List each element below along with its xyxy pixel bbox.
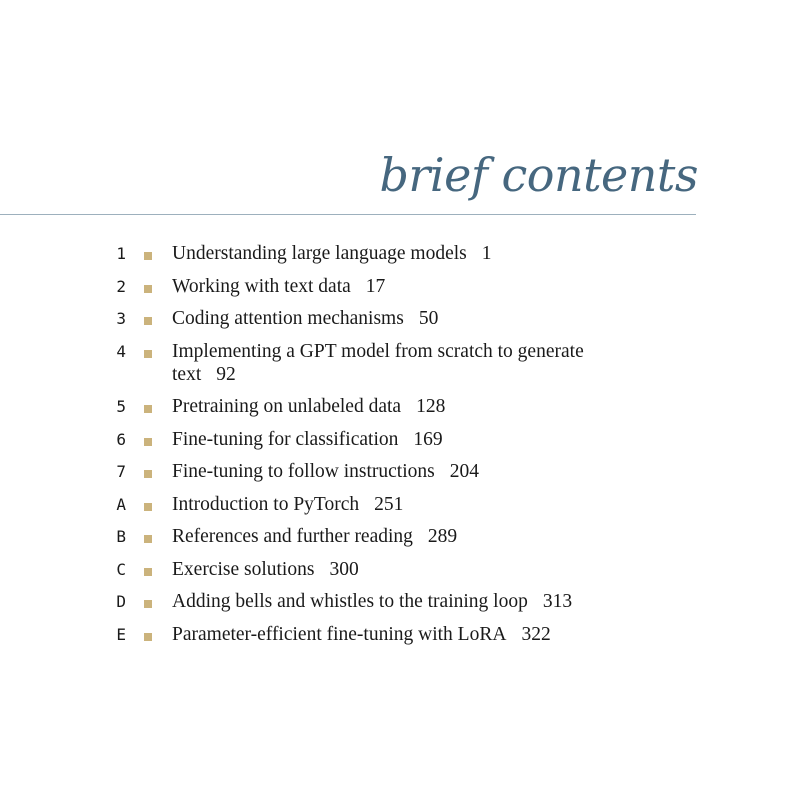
entry-text xyxy=(172,395,592,418)
chapter-number: C xyxy=(116,559,126,579)
toc-entry xyxy=(0,590,794,613)
toc-entry xyxy=(0,525,794,548)
page-number: 92 xyxy=(216,363,236,385)
page-number: 17 xyxy=(365,275,386,297)
chapter-number: B xyxy=(116,527,126,546)
chapter-number: 6 xyxy=(116,429,126,449)
chapter-number: E xyxy=(116,624,126,644)
toc-entry xyxy=(0,460,794,483)
square-bullet-icon xyxy=(144,438,152,446)
chapter-number: D xyxy=(116,592,126,611)
square-bullet-icon xyxy=(144,600,152,608)
chapter-title: Implementing a GPT model from scratch to generate text xyxy=(172,340,584,385)
page-number: 169 xyxy=(413,428,443,450)
chapter-number: 5 xyxy=(116,397,126,416)
title-divider xyxy=(0,214,696,215)
page-number: 300 xyxy=(329,558,359,580)
page-number: 1 xyxy=(481,243,492,264)
square-bullet-icon xyxy=(144,470,152,478)
toc-entry xyxy=(0,275,794,298)
entry-text xyxy=(172,460,592,483)
entry-text xyxy=(172,242,592,265)
entry-text xyxy=(172,275,592,298)
square-bullet-icon xyxy=(144,317,152,325)
entry-text xyxy=(172,525,592,548)
toc-entry xyxy=(0,307,794,330)
entry-text xyxy=(172,558,592,581)
chapter-title: Coding attention mechanisms xyxy=(172,308,404,329)
chapter-title: Fine-tuning for classification xyxy=(172,428,399,450)
toc-entry xyxy=(0,395,794,418)
page-number: 50 xyxy=(418,308,439,329)
entry-text xyxy=(172,340,592,386)
page-number: 322 xyxy=(521,623,551,645)
page-number: 289 xyxy=(427,526,458,547)
page-number: 251 xyxy=(374,493,404,515)
toc-entry xyxy=(0,242,794,265)
chapter-title: Introduction to PyTorch xyxy=(172,493,360,515)
entry-text xyxy=(172,307,592,330)
chapter-number: A xyxy=(116,494,126,514)
chapter-number: 2 xyxy=(116,276,126,296)
square-bullet-icon xyxy=(144,405,152,413)
chapter-number: 1 xyxy=(116,244,126,263)
square-bullet-icon xyxy=(144,252,152,260)
page-title: brief contents xyxy=(379,148,698,202)
chapter-title: Working with text data xyxy=(172,275,351,297)
page-number: 204 xyxy=(449,461,479,482)
toc-entry xyxy=(0,340,794,386)
page-number: 313 xyxy=(542,591,573,612)
chapter-number: 4 xyxy=(116,341,126,361)
chapter-title: References and further reading xyxy=(172,526,413,547)
entry-text xyxy=(172,623,592,646)
table-of-contents xyxy=(0,242,794,655)
chapter-title: Adding bells and whistles to the training loop xyxy=(172,591,528,612)
toc-entry xyxy=(0,558,794,581)
chapter-title: Exercise solutions xyxy=(172,558,315,580)
entry-text xyxy=(172,590,592,613)
square-bullet-icon xyxy=(144,285,152,293)
chapter-title: Understanding large language models xyxy=(172,243,467,264)
chapter-title: Pretraining on unlabeled data xyxy=(172,396,402,417)
square-bullet-icon xyxy=(144,568,152,576)
toc-entry xyxy=(0,428,794,451)
entry-text xyxy=(172,428,592,451)
entry-text xyxy=(172,493,592,516)
square-bullet-icon xyxy=(144,350,152,358)
toc-entry xyxy=(0,493,794,516)
chapter-title: Fine-tuning to follow instructions xyxy=(172,461,435,482)
chapter-number: 7 xyxy=(116,462,126,481)
chapter-title: Parameter-efficient fine-tuning with LoRA xyxy=(172,623,507,645)
square-bullet-icon xyxy=(144,535,152,543)
square-bullet-icon xyxy=(144,633,152,641)
square-bullet-icon xyxy=(144,503,152,511)
toc-entry xyxy=(0,623,794,646)
page-number: 128 xyxy=(416,396,446,417)
chapter-number: 3 xyxy=(116,309,126,328)
